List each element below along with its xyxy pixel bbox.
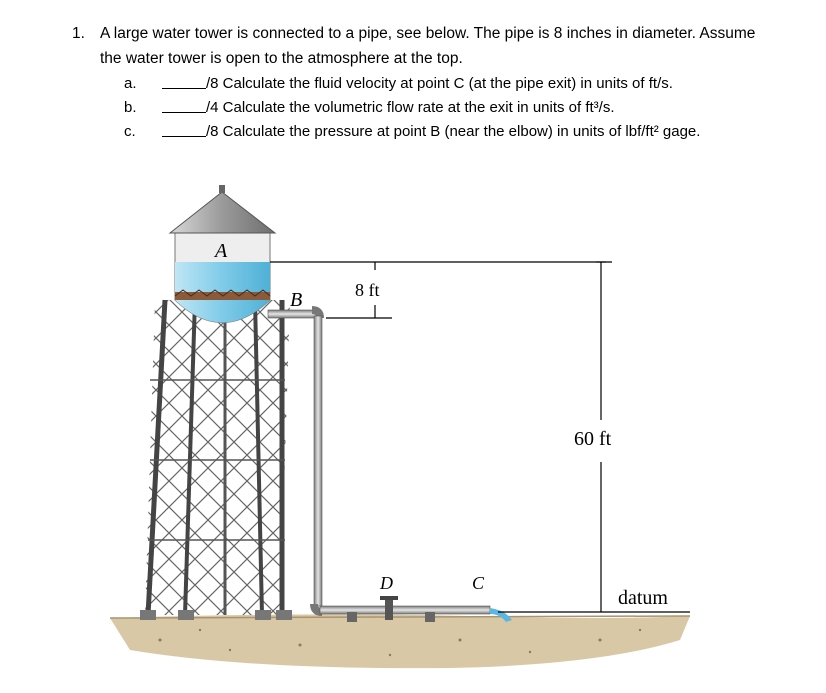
dim-8ft: 8 ft bbox=[355, 280, 380, 300]
tower-structure bbox=[140, 300, 292, 620]
question-line-2: the water tower is open to the atmosphere at the top. bbox=[100, 50, 463, 67]
label-d: D bbox=[380, 573, 393, 593]
datum-label: datum bbox=[618, 587, 668, 609]
question-line-1: A large water tower is connected to a pipe, see below. The pipe is 8 inches in diameter. Assume bbox=[100, 25, 756, 42]
part-a-letter: a. bbox=[124, 75, 137, 92]
dimension-lines bbox=[270, 262, 690, 612]
dim-60ft: 60 ft bbox=[574, 428, 612, 450]
question-number: 1. bbox=[72, 25, 85, 42]
part-a-text: /8 Calculate the fluid velocity at point C (at the pipe exit) in units of ft/s. bbox=[206, 75, 673, 92]
label-c: C bbox=[472, 573, 485, 593]
label-a: A bbox=[215, 240, 228, 262]
label-b: B bbox=[290, 289, 303, 311]
part-b-text: /4 Calculate the volumetric flow rate at the exit in units of ft³/s. bbox=[206, 99, 615, 116]
part-c-letter: c. bbox=[124, 123, 136, 140]
part-c-text: /8 Calculate the pressure at point B (near the elbow) in units of lbf/ft² gage. bbox=[206, 123, 701, 140]
part-b-letter: b. bbox=[124, 99, 137, 116]
ground bbox=[110, 614, 690, 668]
